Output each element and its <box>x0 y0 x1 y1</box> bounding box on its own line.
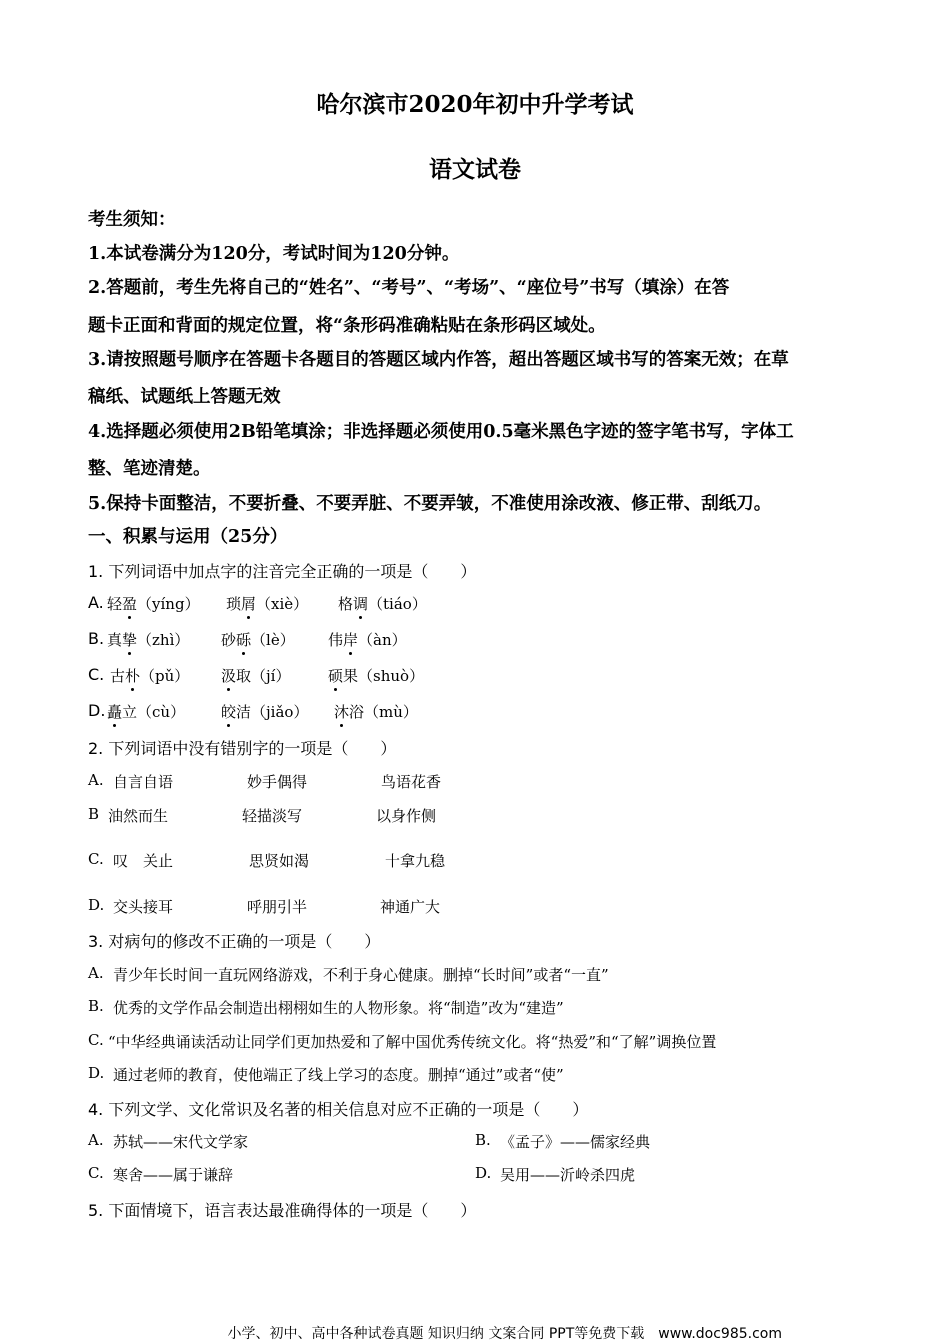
question-2-stem: 2. 下列词语中没有错别字的一项是（ ） <box>88 739 397 758</box>
option-letter: D. <box>88 1064 105 1082</box>
option-word: 琐屑（xiè） <box>226 595 309 613</box>
option-letter: D. <box>88 896 105 914</box>
question-1-stem: 1. 下列词语中加点字的注音完全正确的一项是（ ） <box>88 562 477 581</box>
option-word: 叹 关止 <box>113 852 174 870</box>
option-letter: B <box>88 805 100 823</box>
option-text: 通过老师的教育，使他端正了线上学习的态度。删掉“通过”或者“使” <box>113 1066 564 1084</box>
option-word: 轻盈（yíng） <box>107 595 200 613</box>
option-letter: C. <box>88 1031 104 1049</box>
option-text: 苏轼——宋代文学家 <box>113 1133 249 1151</box>
exam-subtitle: 语文试卷 <box>429 156 521 183</box>
option-letter: A. <box>88 593 104 612</box>
option-word: 沐浴（mù） <box>334 703 418 721</box>
question-3-stem: 3. 对病句的修改不正确的一项是（ ） <box>88 932 381 951</box>
option-word: 矗立（cù） <box>107 703 186 721</box>
option-word: 思贤如渴 <box>249 852 310 870</box>
option-letter: C. <box>88 665 105 684</box>
option-word: 汲取（jí） <box>221 667 291 685</box>
option-word: 古朴（pǔ） <box>110 667 190 685</box>
notice-item: 整、笔迹清楚。 <box>88 459 211 479</box>
option-text: 吴用——沂岭杀四虎 <box>500 1166 636 1184</box>
option-word: 十拿九稳 <box>385 852 446 870</box>
notice-item: 4.选择题必须使用2B铅笔填涂；非选择题必须使用0.5毫米黑色字迹的签字笔书写，字体工 <box>88 422 794 442</box>
notice-item: 5.保持卡面整洁，不要折叠、不要弄脏、不要弄皱，不准使用涂改液、修正带、刮纸刀。 <box>88 494 772 514</box>
option-word: 呼朋引半 <box>247 898 308 916</box>
option-text: 《孟子》——儒家经典 <box>500 1133 651 1151</box>
option-word: 妙手偶得 <box>247 773 308 791</box>
option-word: 鸟语花香 <box>381 773 442 791</box>
option-letter: B. <box>88 629 105 648</box>
option-text: “中华经典诵读活动让同学们更加热爱和了解中国优秀传统文化。将“热爱”和“了解”调换位置 <box>108 1033 717 1051</box>
option-letter: A. <box>88 771 104 789</box>
option-word: 神通广大 <box>380 898 441 916</box>
option-text: 寒舍——属于谦辞 <box>113 1166 234 1184</box>
option-word: 自言自语 <box>113 773 174 791</box>
option-word: 真挚（zhì） <box>107 631 190 649</box>
option-word: 交头接耳 <box>113 898 174 916</box>
option-word: 以身作侧 <box>376 807 437 825</box>
option-letter: D. <box>88 701 106 720</box>
notice-item: 稿纸、试题纸上答题无效 <box>88 387 281 407</box>
option-word: 伟岸（àn） <box>328 631 407 649</box>
option-letter: A. <box>88 1131 104 1149</box>
section-heading: 一、积累与运用（25分） <box>88 527 288 547</box>
option-letter: B. <box>88 997 104 1015</box>
option-word: 皎洁（jiǎo） <box>221 703 309 721</box>
option-word: 格调（tiáo） <box>338 595 427 613</box>
notice-item: 1.本试卷满分为120分，考试时间为120分钟。 <box>88 244 460 264</box>
option-letter: A. <box>88 964 104 982</box>
option-letter: C. <box>88 1164 104 1182</box>
option-word: 砂砾（lè） <box>221 631 295 649</box>
notice-item: 3.请按照题号顺序在答题卡各题目的答题区域内作答，超出答题区域书写的答案无效；在草 <box>88 350 789 370</box>
exam-title: 哈尔滨市2020年初中升学考试 <box>316 91 634 118</box>
notice-item: 2.答题前，考生先将自己的“姓名”、“考号”、“考场”、“座位号”书写（填涂）在答 <box>88 278 730 298</box>
option-text: 青少年长时间一直玩网络游戏，不利于身心健康。删掉“长时间”或者“一直” <box>113 966 609 984</box>
option-text: 优秀的文学作品会制造出栩栩如生的人物形象。将“制造”改为“建造” <box>113 999 564 1017</box>
question-4-stem: 4. 下列文学、文化常识及名著的相关信息对应不正确的一项是（ ） <box>88 1100 589 1119</box>
option-letter: D. <box>475 1164 492 1182</box>
option-letter: B. <box>475 1131 491 1149</box>
option-letter: C. <box>88 850 104 868</box>
notice-item: 题卡正面和背面的规定位置，将“条形码准确粘贴在条形码区域处。 <box>88 316 606 336</box>
question-5-stem: 5. 下面情境下，语言表达最准确得体的一项是（ ） <box>88 1201 477 1220</box>
notice-heading: 考生须知： <box>88 210 176 230</box>
footer-watermark: 小学、初中、高中各种试卷真题 知识归纳 文案合同 PPT等免费下载 www.doc985.com <box>227 1326 782 1342</box>
option-word: 油然而生 <box>108 807 169 825</box>
option-word: 硕果（shuò） <box>328 667 425 685</box>
option-word: 轻描淡写 <box>242 807 303 825</box>
